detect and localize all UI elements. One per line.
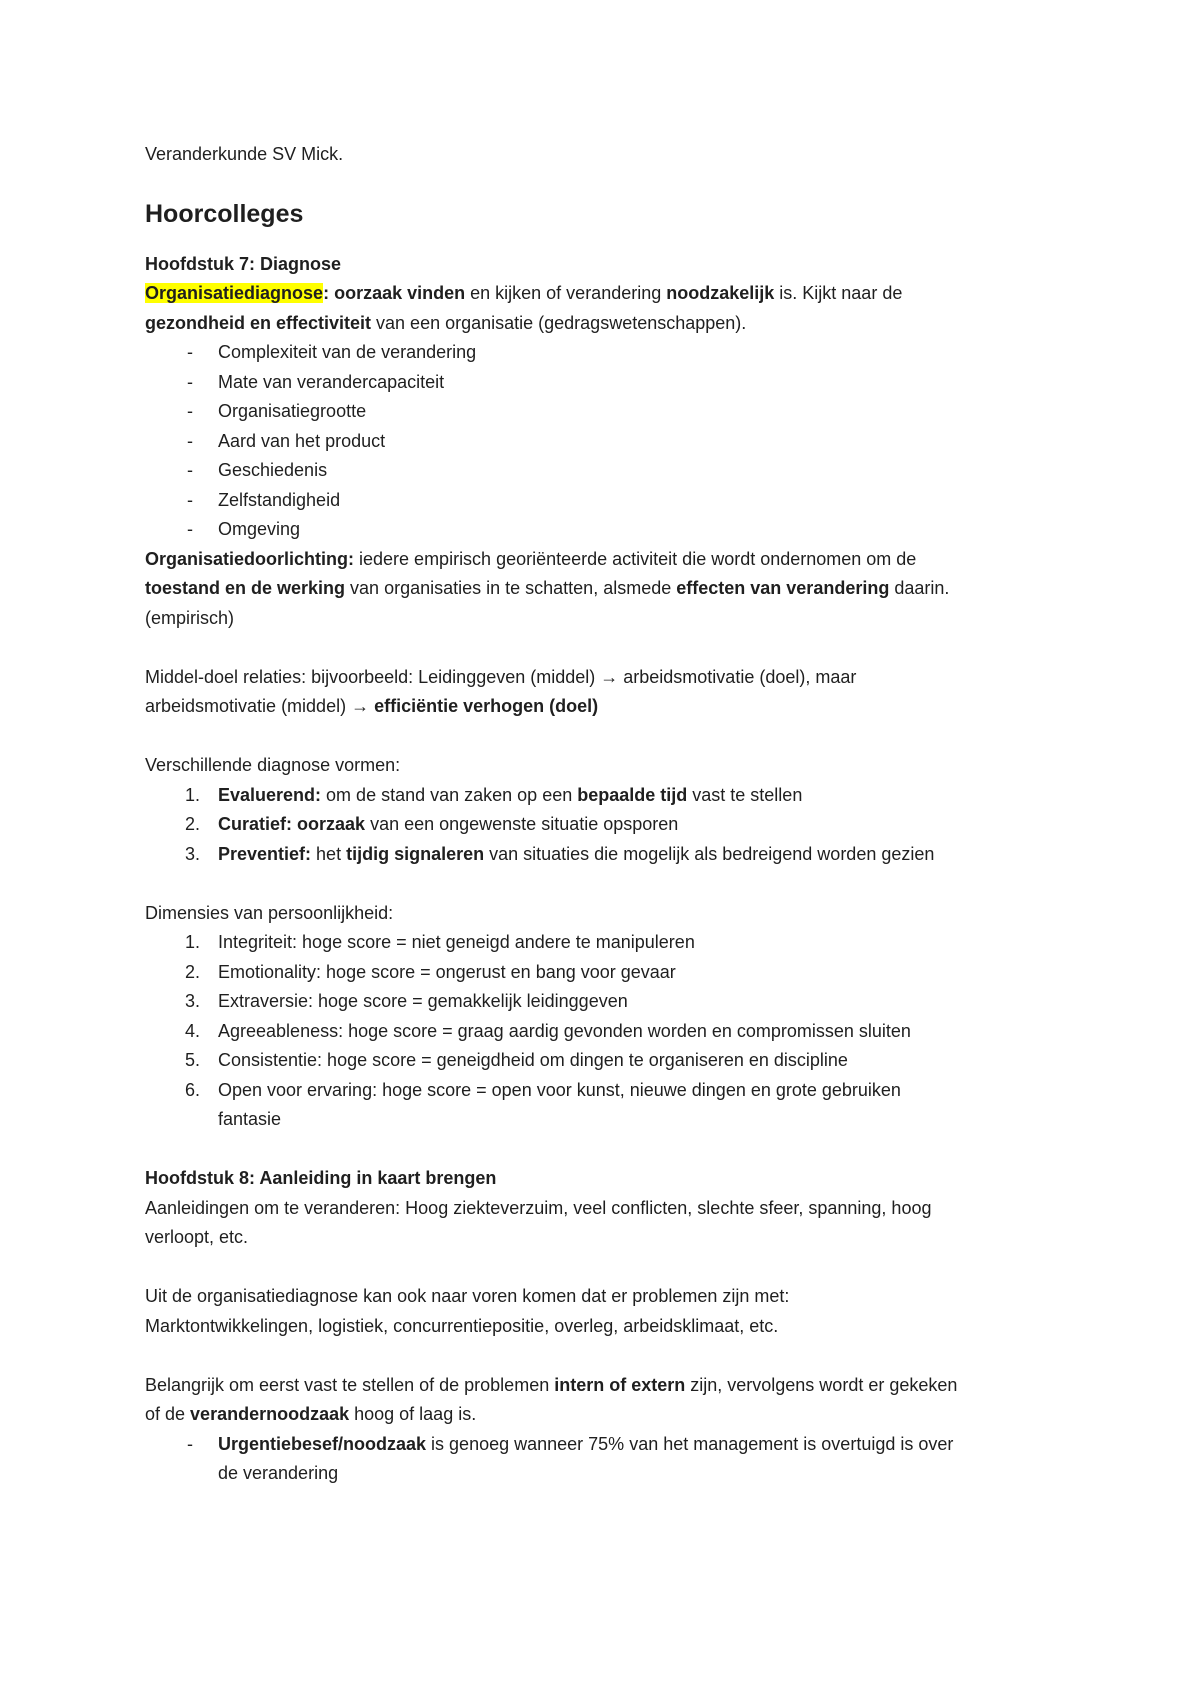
list-item: 5. Consistentie: hoge score = geneigdheid om dingen te organiseren en discipline [185,1050,848,1070]
list-item: 2. Emotionality: hoge score = ongerust en bang voor gevaar [185,961,676,982]
urgentie-list [145,1430,1075,1489]
list-item: - Geschiedenis [187,460,328,480]
definition-organisatiediagnose-line2: gezondheid en effectiviteit van een organisatie (gedragswetenschappen). [145,312,747,333]
belangrijk-line1: Belangrijk om eerst vast te stellen of de problemen intern of extern zijn, vervolgens wordt er gekeken [145,1374,958,1395]
document-page [145,140,1075,1489]
dimensions-intro: Dimensies van persoonlijkheid: [145,902,394,923]
aanleidingen-line1: Aanleidingen om te veranderen: Hoog ziekteverzuim, veel conflicten, slechte sfeer, spanning, hoog [145,1197,932,1218]
middel-doel-line1: Middel-doel relaties: bijvoorbeeld: Leidinggeven (middel) → arbeidsmotivatie (doel), maar [145,666,857,687]
aanleidingen-line2: verloopt, etc. [145,1227,249,1247]
chapter-8-title: Hoofdstuk 8: Aanleiding in kaart brengen [145,1168,497,1188]
arrow-right-icon: → [600,666,619,687]
highlighted-term: Organisatiediagnose [145,283,324,303]
list-item: 6. Open voor ervaring: hoge score = open voor kunst, nieuwe dingen en grote gebruiken fantasie [185,1079,901,1129]
definition-organisatiedoorlichting-line2: toestand en de werking van organisaties in te schatten, alsmede effecten van verandering daarin. [145,578,950,598]
diagnose-forms-list [145,781,1075,870]
list-item: - Mate van verandercapaciteit [187,371,445,392]
problemen-line2: Marktontwikkelingen, logistiek, concurrentiepositie, overleg, arbeidsklimaat, etc. [145,1315,779,1336]
list-item: 1. Integriteit: hoge score = niet geneigd andere te manipuleren [185,932,695,952]
dimensions-list [145,928,1075,1135]
factor-list [145,338,1075,545]
middel-doel-line2: arbeidsmotivatie (middel) → efficiëntie verhogen (doel) [145,696,599,716]
arrow-right-icon: → [351,696,370,716]
problemen-line1: Uit de organisatiediagnose kan ook naar voren komen dat er problemen zijn met: [145,1286,790,1306]
list-item: - Zelfstandigheid [187,489,341,510]
diagnose-forms-intro: Verschillende diagnose vormen: [145,755,401,775]
list-item: 4. Agreeableness: hoge score = graag aardig gevonden worden en compromissen sluiten [185,1020,911,1041]
definition-organisatiedoorlichting: Organisatiedoorlichting: iedere empirisch georiënteerde activiteit die wordt ondernomen om de [145,548,917,569]
list-item: 1. Evaluerend: om de stand van zaken op een bepaalde tijd vast te stellen [185,784,803,805]
list-item: 2. Curatief: oorzaak van een ongewenste situatie opsporen [185,814,679,834]
list-item: - Organisatiegrootte [187,401,367,421]
list-item: - Urgentiebesef/noodzaak is genoeg wanneer 75% van het management is overtuigd is over de verandering [187,1433,954,1483]
list-item: - Omgeving [187,519,301,539]
chapter-7-title: Hoofdstuk 7: Diagnose [145,253,342,274]
list-item: - Aard van het product [187,430,386,451]
list-item: - Complexiteit van de verandering [187,342,477,362]
definition-organisatiediagnose: Organisatiediagnose: oorzaak vinden en kijken of verandering noodzakelijk is. Kijkt naar de [145,283,903,303]
belangrijk-line2: of de verandernoodzaak hoog of laag is. [145,1404,477,1424]
document-title: Veranderkunde SV Mick. [145,144,344,164]
list-item: 3. Preventief: het tijdig signaleren van situaties die mogelijk als bedreigend worden gezien [185,843,935,864]
definition-organisatiedoorlichting-line3: (empirisch) [145,607,235,628]
list-item: 3. Extraversie: hoge score = gemakkelijk leidinggeven [185,991,628,1011]
section-heading: Hoorcolleges [145,199,304,228]
